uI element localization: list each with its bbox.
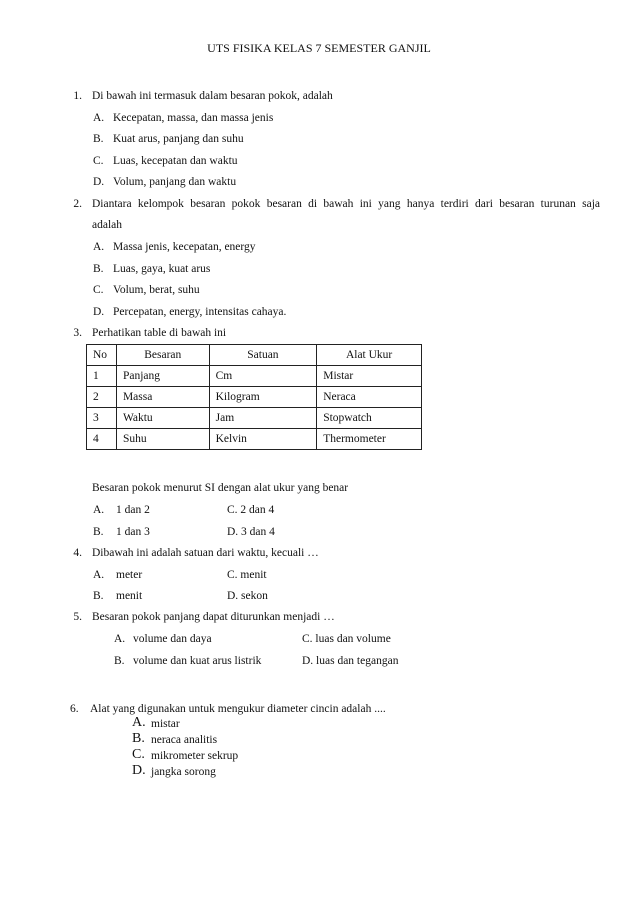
question-1-text: Di bawah ini termasuk dalam besaran pokok, adalah (92, 90, 333, 102)
question-2-text-line1: Diantara kelompok besaran pokok besaran di bawah ini yang hanya terdiri dari besaran turunan saja (92, 198, 600, 210)
question-5-option-d: D. luas dan tegangan (302, 655, 399, 667)
question-6-option-c: mikrometer sekrup (151, 750, 239, 762)
question-3-text: Perhatikan table di bawah ini (92, 327, 227, 339)
table-row (87, 429, 422, 450)
question-1-option-b: Kuat arus, panjang dan suhu (113, 133, 244, 145)
table-cell: Kelvin (209, 429, 317, 450)
table-cell: 3 (87, 408, 117, 429)
question-1-option-c-letter: C. (93, 155, 104, 167)
question-1-number: 1. (73, 90, 82, 102)
question-2-number: 2. (73, 198, 82, 210)
question-4-option-b-letter: B. (93, 590, 104, 602)
question-3-option-a: 1 dan 2 (116, 504, 150, 516)
question-5-option-b: volume dan kuat arus listrik (133, 655, 262, 667)
question-6-option-a: mistar (151, 718, 180, 730)
table-cell: Cm (209, 366, 317, 387)
table-cell: 4 (87, 429, 117, 450)
question-6-option-c-letter: C. (132, 747, 145, 762)
table-cell: 1 (87, 366, 117, 387)
table-cell: 2 (87, 387, 117, 408)
question-1-option-d-letter: D. (93, 176, 105, 188)
question-6-option-d-letter: D. (132, 763, 146, 778)
question-6-option-b: neraca analitis (151, 734, 218, 746)
table-header-row (87, 345, 422, 366)
question-1-option-d: Volum, panjang dan waktu (113, 176, 237, 188)
question-5-option-b-letter: B. (114, 655, 125, 667)
question-6-text: Alat yang digunakan untuk mengukur diameter cincin adalah .... (90, 703, 386, 715)
question-2-option-c-letter: C. (93, 284, 104, 296)
question-1-option-a: Kecepatan, massa, dan massa jenis (113, 112, 274, 124)
question-3-option-b: 1 dan 3 (116, 526, 150, 538)
question-1-option-c: Luas, kecepatan dan waktu (113, 155, 238, 167)
table-cell: Neraca (317, 387, 422, 408)
question-2-option-d: Percepatan, energy, intensitas cahaya. (113, 306, 287, 318)
table-cell: Thermometer (317, 429, 422, 450)
question-5-number: 5. (73, 611, 82, 623)
table-header-cell: Alat Ukur (317, 345, 422, 366)
table-cell: Stopwatch (317, 408, 422, 429)
table-cell: Mistar (317, 366, 422, 387)
table-row (87, 387, 422, 408)
table-header-cell: No (87, 345, 117, 366)
table-cell: Waktu (116, 408, 209, 429)
question-2-option-d-letter: D. (93, 306, 105, 318)
question-2-option-c: Volum, berat, suhu (113, 284, 200, 296)
table-header-cell: Besaran (116, 345, 209, 366)
question-3-option-a-letter: A. (93, 504, 105, 516)
question-4-option-a-letter: A. (93, 569, 105, 581)
question-6-option-a-letter: A. (132, 715, 146, 730)
table-cell: Panjang (116, 366, 209, 387)
question-5-option-c: C. luas dan volume (302, 633, 391, 645)
table-cell: Jam (209, 408, 317, 429)
question-3-prompt: Besaran pokok menurut SI dengan alat ukur yang benar (92, 482, 349, 494)
table-cell: Suhu (116, 429, 209, 450)
question-3-number: 3. (73, 327, 82, 339)
question-4-option-b: menit (116, 590, 143, 602)
table-header-cell: Satuan (209, 345, 317, 366)
question-2-option-b-letter: B. (93, 263, 104, 275)
question-1-option-b-letter: B. (93, 133, 104, 145)
table-row (87, 366, 422, 387)
question-4-option-c: C. menit (227, 569, 267, 581)
question-5-option-a: volume dan daya (133, 633, 212, 645)
table-row (87, 408, 422, 429)
question-6-option-b-letter: B. (132, 731, 145, 746)
question-6-option-d: jangka sorong (151, 766, 216, 778)
question-4-option-d: D. sekon (227, 590, 268, 602)
question-2-option-b: Luas, gaya, kuat arus (113, 263, 211, 275)
question-1-option-a-letter: A. (93, 112, 105, 124)
question-5-option-a-letter: A. (114, 633, 126, 645)
question-3-option-d: D. 3 dan 4 (227, 526, 275, 538)
table-cell: Kilogram (209, 387, 317, 408)
question-5-text: Besaran pokok panjang dapat diturunkan menjadi … (92, 611, 335, 623)
question-6-number: 6. (70, 703, 79, 715)
question-3-option-b-letter: B. (93, 526, 104, 538)
question-4-text: Dibawah ini adalah satuan dari waktu, kecuali … (92, 547, 319, 559)
question-2-option-a-letter: A. (93, 241, 105, 253)
question-4-number: 4. (73, 547, 82, 559)
page-title: UTS FISIKA KELAS 7 SEMESTER GANJIL (207, 41, 431, 55)
measurement-table (86, 344, 422, 450)
question-3-option-c: C. 2 dan 4 (227, 504, 275, 516)
question-4-option-a: meter (116, 569, 143, 581)
question-2-option-a: Massa jenis, kecepatan, energy (113, 241, 256, 253)
table-cell: Massa (116, 387, 209, 408)
question-2-text-line2: adalah (92, 219, 123, 231)
